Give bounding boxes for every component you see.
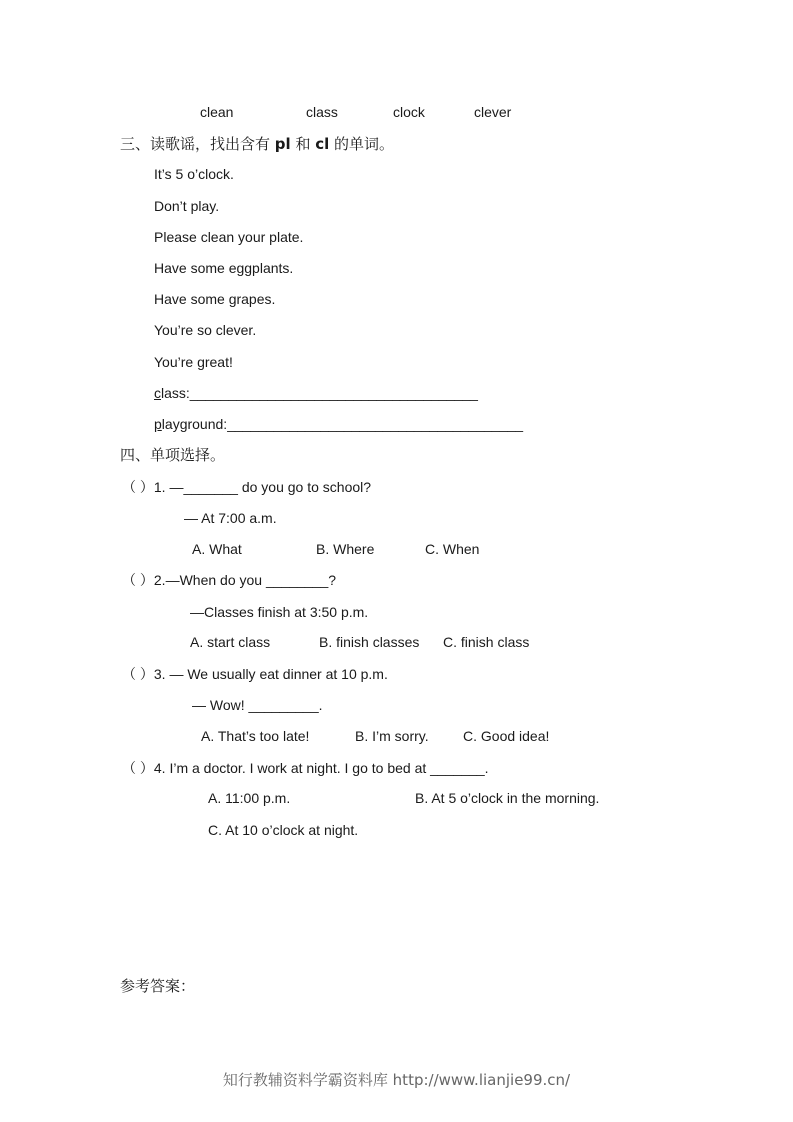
q2-reply: —Classes finish at 3:50 p.m. bbox=[190, 604, 369, 620]
word-clean: clean bbox=[200, 104, 234, 120]
q2-option-c[interactable]: C. finish class bbox=[443, 634, 530, 650]
fill-playground-blank[interactable]: ______________________________________ bbox=[227, 416, 524, 432]
fill-playground-row bbox=[154, 415, 523, 433]
fill-class-label: lass: bbox=[161, 385, 190, 401]
q4-option-a[interactable]: A. 11:00 p.m. bbox=[208, 790, 291, 806]
q4-option-b[interactable]: B. At 5 o’clock in the morning. bbox=[415, 790, 600, 806]
section3-heading-mid: 和 bbox=[290, 135, 316, 153]
poem-line-6: You’re so clever. bbox=[154, 322, 257, 338]
q1-option-b[interactable]: B. Where bbox=[316, 541, 375, 557]
q1-reply: — At 7:00 a.m. bbox=[184, 510, 277, 526]
answers-heading: 参考答案： bbox=[120, 977, 196, 995]
q3-option-b[interactable]: B. I’m sorry. bbox=[355, 728, 429, 744]
q2-option-a[interactable]: A. start class bbox=[190, 634, 271, 650]
poem-line-5: Have some grapes. bbox=[154, 291, 276, 307]
q3-reply: — Wow! _________. bbox=[192, 697, 323, 713]
poem-line-4: Have some eggplants. bbox=[154, 260, 294, 276]
fill-playground-underlined-letter: p bbox=[154, 416, 162, 432]
poem-line-1: It’s 5 o’clock. bbox=[154, 166, 234, 182]
q1-option-c[interactable]: C. When bbox=[425, 541, 480, 557]
word-class: class bbox=[306, 104, 338, 120]
poem-line-7: You’re great! bbox=[154, 354, 233, 370]
q1-option-a[interactable]: A. What bbox=[192, 541, 242, 557]
section3-heading bbox=[120, 135, 394, 153]
word-clever: clever bbox=[474, 104, 512, 120]
fill-class-blank[interactable]: _____________________________________ bbox=[189, 385, 478, 401]
poem-line-3: Please clean your plate. bbox=[154, 229, 304, 245]
fill-playground-label: layground: bbox=[161, 416, 228, 432]
fill-class-underlined-letter: c bbox=[154, 385, 161, 401]
footer-watermark: 知行教辅资料学霸资料库 http://www.lianjie99.cn/ bbox=[222, 1071, 571, 1089]
q3-option-c[interactable]: C. Good idea! bbox=[463, 728, 550, 744]
q3-stem: （ ）3. — We usually eat dinner at 10 p.m. bbox=[122, 666, 388, 682]
section3-keyword-pl: pl bbox=[274, 135, 291, 153]
section3-heading-suffix: 的单词。 bbox=[329, 135, 395, 153]
fill-class-row bbox=[154, 384, 478, 402]
section3-keyword-cl: cl bbox=[315, 135, 330, 153]
q4-stem: （ ）4. I’m a doctor. I work at night. I go to bed at _______. bbox=[122, 760, 489, 776]
q3-option-a[interactable]: A. That’s too late! bbox=[201, 728, 310, 744]
section3-heading-prefix: 三、读歌谣，找出含有 bbox=[120, 135, 275, 153]
q2-stem: （ ）2.—When do you ________? bbox=[122, 572, 337, 588]
word-clock: clock bbox=[393, 104, 425, 120]
q1-stem: （ ）1. —_______ do you go to school? bbox=[122, 479, 372, 495]
section4-heading: 四、单项选择。 bbox=[120, 446, 226, 464]
poem-line-2: Don’t play. bbox=[154, 198, 220, 214]
q2-option-b[interactable]: B. finish classes bbox=[319, 634, 420, 650]
q4-option-c[interactable]: C. At 10 o’clock at night. bbox=[208, 822, 359, 838]
